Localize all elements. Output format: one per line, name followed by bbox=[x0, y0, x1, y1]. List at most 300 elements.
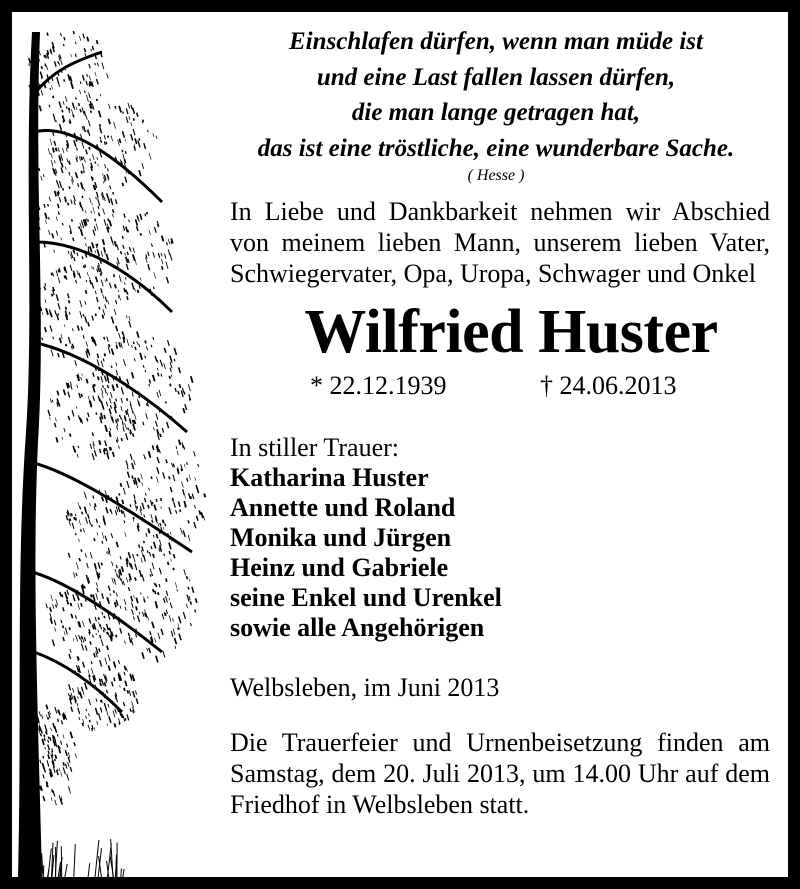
tree-leaf bbox=[80, 417, 82, 422]
tree-leaf bbox=[56, 148, 57, 151]
tree-leaf bbox=[64, 324, 65, 327]
tree-leaf bbox=[55, 423, 56, 427]
tree-leaf bbox=[56, 217, 57, 221]
tree-leaf bbox=[61, 162, 63, 167]
tree-leaf bbox=[139, 479, 140, 483]
tree-leaf bbox=[121, 387, 123, 394]
tree-leaf bbox=[108, 385, 109, 388]
tree-leaf bbox=[124, 521, 125, 524]
tree-leaf bbox=[144, 454, 145, 457]
tree-leaf bbox=[85, 264, 86, 267]
tree-leaf bbox=[121, 251, 122, 254]
tree-leaf bbox=[102, 541, 103, 544]
tree-leaf bbox=[80, 81, 81, 84]
tree-leaf bbox=[80, 311, 82, 318]
tree-leaf bbox=[153, 589, 154, 592]
tree-leaf bbox=[65, 266, 67, 273]
tree-leaf bbox=[179, 442, 180, 444]
tree-leaf bbox=[82, 222, 84, 228]
tree-leaf bbox=[80, 109, 81, 112]
tree-leaf bbox=[81, 394, 82, 397]
tree-leaf bbox=[144, 286, 145, 289]
tree-leaf bbox=[54, 250, 55, 253]
tree-leaf bbox=[54, 141, 56, 146]
tree-leaf bbox=[187, 576, 188, 579]
tree-leaf bbox=[62, 594, 63, 597]
tree-leaf bbox=[154, 227, 156, 233]
tree-leaf bbox=[126, 264, 128, 270]
tree-leaf bbox=[94, 727, 95, 730]
tree-leaf bbox=[104, 135, 105, 139]
tree-leaf bbox=[92, 316, 93, 321]
tree-leaf bbox=[55, 759, 56, 761]
tree-leaf bbox=[72, 410, 74, 416]
tree-leaf bbox=[82, 107, 84, 114]
tree-leaf bbox=[161, 374, 162, 377]
tree-leaf bbox=[174, 359, 175, 362]
tree-leaf bbox=[129, 220, 130, 223]
tree-leaf bbox=[86, 517, 88, 524]
tree-leaf bbox=[53, 114, 54, 118]
tree-leaf bbox=[127, 467, 128, 469]
tree-leaf bbox=[119, 275, 121, 282]
tree-leaf bbox=[61, 168, 63, 174]
tree-leaf bbox=[136, 598, 138, 604]
tree-leaf bbox=[142, 575, 144, 582]
tree-leaf bbox=[97, 249, 99, 256]
tree-leaf bbox=[71, 603, 72, 606]
tree-leaf bbox=[63, 637, 64, 641]
tree-leaf bbox=[155, 591, 156, 595]
tree-leaf bbox=[125, 277, 126, 280]
tree-leaf bbox=[120, 628, 122, 633]
tree-leaf bbox=[63, 121, 64, 123]
tree-leaf bbox=[48, 148, 50, 155]
tree-leaf bbox=[44, 204, 45, 208]
tree-leaf bbox=[132, 476, 133, 479]
tree-leaf bbox=[133, 433, 134, 436]
tree-leaf bbox=[53, 337, 54, 340]
tree-leaf bbox=[67, 600, 68, 605]
tree-leaf bbox=[78, 696, 79, 699]
tree-leaf bbox=[104, 415, 105, 419]
tree-leaf bbox=[137, 341, 138, 344]
tree-leaf bbox=[71, 614, 72, 619]
tree-leaf bbox=[133, 411, 134, 414]
tree-leaf bbox=[134, 420, 135, 423]
tree-leaf bbox=[144, 143, 146, 149]
tree-leaf bbox=[48, 717, 49, 719]
tree-leaf bbox=[106, 709, 108, 716]
tree-leaf bbox=[50, 399, 51, 403]
tree-leaf bbox=[76, 280, 77, 284]
tree-leaf bbox=[128, 587, 129, 591]
tree-leaf bbox=[158, 406, 160, 412]
tree-leaf bbox=[135, 288, 136, 291]
tree-leaf bbox=[155, 601, 157, 608]
tree-leaf bbox=[82, 207, 83, 211]
tree-leaf bbox=[92, 266, 93, 268]
tree-leaf bbox=[107, 552, 108, 554]
tree-leaf bbox=[115, 510, 117, 515]
tree-leaf bbox=[119, 333, 121, 339]
tree-leaf bbox=[121, 438, 122, 441]
tree-leaf bbox=[80, 300, 82, 307]
tree-leaf bbox=[156, 421, 158, 427]
tree-leaf bbox=[82, 512, 83, 515]
tree-leaf bbox=[75, 42, 76, 45]
tree-leaf bbox=[158, 522, 160, 528]
tree-leaf bbox=[71, 82, 73, 89]
tree-leaf bbox=[93, 396, 95, 401]
tree-leaf bbox=[96, 593, 98, 599]
tree-leaf bbox=[123, 488, 125, 495]
tree-leaf bbox=[68, 203, 69, 206]
tree-leaf bbox=[165, 254, 167, 259]
tree-leaf bbox=[123, 245, 124, 249]
tree-leaf bbox=[92, 635, 93, 638]
tree-leaf bbox=[146, 413, 148, 419]
tree-leaf bbox=[104, 703, 106, 710]
tree-leaf bbox=[68, 762, 69, 767]
tree-leaf bbox=[108, 655, 110, 662]
tree-leaf bbox=[161, 507, 162, 509]
tree-leaf bbox=[129, 562, 130, 566]
tree-leaf bbox=[110, 283, 112, 289]
tree-leaf bbox=[63, 607, 64, 611]
tree-leaf bbox=[135, 347, 136, 350]
tree-leaf bbox=[142, 652, 144, 658]
tree-leaf bbox=[92, 203, 93, 205]
tree-leaf bbox=[126, 290, 127, 294]
tree-leaf bbox=[147, 550, 148, 553]
tree-leaf bbox=[204, 494, 205, 498]
tree-leaf bbox=[50, 607, 51, 612]
tree-leaf bbox=[175, 582, 177, 588]
tree-leaf bbox=[170, 254, 172, 261]
tree-leaf bbox=[51, 595, 53, 602]
tree-leaf bbox=[161, 629, 162, 632]
tree-leaf bbox=[143, 365, 144, 368]
tree-leaf bbox=[93, 373, 94, 377]
tree-leaf bbox=[178, 502, 180, 507]
tree-leaf bbox=[93, 267, 94, 270]
tree-leaf bbox=[108, 665, 110, 670]
tree-leaf bbox=[155, 356, 157, 362]
tree-leaf bbox=[118, 507, 120, 512]
tree-leaf bbox=[192, 494, 194, 499]
tree-leaf bbox=[132, 394, 133, 397]
tree-leaf bbox=[134, 358, 135, 361]
tree-leaf bbox=[123, 581, 124, 586]
tree-leaf bbox=[124, 599, 126, 605]
tree-leaf bbox=[58, 61, 59, 64]
tree-leaf bbox=[69, 187, 70, 189]
tree-leaf bbox=[166, 262, 168, 269]
tree-leaf bbox=[116, 362, 117, 366]
tree-leaf bbox=[112, 682, 113, 687]
tree-leaf bbox=[93, 495, 94, 498]
tree-leaf bbox=[124, 672, 125, 675]
tree-leaf bbox=[101, 376, 103, 382]
tree-leaf bbox=[90, 641, 91, 644]
tree-leaf bbox=[44, 55, 45, 57]
tree-leaf bbox=[128, 428, 129, 431]
tree-leaf bbox=[116, 600, 118, 606]
tree-leaf bbox=[58, 303, 60, 309]
tree-leaf bbox=[174, 348, 176, 355]
tree-leaf bbox=[188, 587, 189, 590]
tree-leaf bbox=[46, 308, 48, 315]
tree-leaf bbox=[110, 509, 111, 512]
tree-leaf bbox=[70, 434, 71, 437]
tree-leaf bbox=[97, 354, 98, 359]
tree-leaf bbox=[127, 690, 128, 693]
funeral-notice: Die Trauerfeier und Urnenbeisetzung finden am Samstag, dem 20. Juli 2013, um 14.00 Uhr auf dem Friedhof in Welbsleben statt. bbox=[230, 728, 770, 819]
tree-leaf bbox=[118, 660, 119, 664]
tree-leaf bbox=[52, 640, 54, 647]
tree-leaf bbox=[80, 223, 82, 229]
tree-leaf bbox=[87, 418, 88, 422]
tree-leaf bbox=[192, 587, 194, 593]
tree-leaf bbox=[153, 535, 154, 538]
tree-leaf bbox=[188, 384, 190, 391]
tree-leaf bbox=[114, 613, 115, 616]
tree-leaf bbox=[203, 516, 205, 521]
tree-leaf bbox=[121, 713, 123, 718]
tree-leaf bbox=[54, 620, 56, 626]
tree-leaf bbox=[58, 353, 59, 357]
tree-leaf bbox=[189, 474, 191, 480]
tree-leaf bbox=[94, 538, 95, 541]
tree-leaf bbox=[91, 49, 92, 52]
tree-leaf bbox=[153, 134, 154, 137]
tree-leaf bbox=[91, 110, 92, 113]
tree-leaf bbox=[136, 634, 137, 638]
tree-leaf bbox=[127, 409, 128, 411]
tree-leaf bbox=[98, 263, 99, 267]
tree-leaf bbox=[83, 157, 84, 159]
tree-leaf bbox=[157, 477, 159, 483]
tree-leaf bbox=[70, 265, 72, 271]
tree-leaf bbox=[86, 290, 87, 294]
tree-leaf bbox=[102, 612, 103, 615]
tree-leaf bbox=[134, 494, 135, 498]
tree-leaf bbox=[92, 104, 94, 111]
tree-leaf bbox=[139, 570, 141, 577]
tree-leaf bbox=[123, 511, 125, 517]
tree-leaf bbox=[152, 502, 153, 504]
tree-leaf bbox=[97, 297, 99, 302]
tree-leaf bbox=[126, 227, 128, 233]
tree-leaf bbox=[108, 136, 109, 138]
tree-leaf bbox=[184, 569, 186, 575]
tree-leaf bbox=[82, 163, 84, 170]
tree-leaf bbox=[73, 688, 74, 693]
tree-leaf bbox=[118, 674, 119, 677]
tree-leaf bbox=[46, 66, 47, 70]
tree-leaf bbox=[45, 299, 46, 303]
tree-leaf bbox=[84, 159, 85, 162]
tree-leaf bbox=[106, 507, 108, 513]
tree-leaf bbox=[50, 326, 52, 332]
tree-leaf bbox=[99, 713, 101, 720]
tree-leaf bbox=[75, 615, 76, 619]
tree-leaf bbox=[190, 623, 191, 626]
tree-leaf bbox=[163, 527, 164, 530]
tree-leaf bbox=[120, 483, 121, 487]
tree-leaf bbox=[71, 385, 73, 390]
tree-leaf bbox=[85, 317, 87, 323]
tree-leaf bbox=[120, 606, 121, 609]
tree-leaf bbox=[129, 552, 131, 558]
tree-leaf bbox=[189, 579, 190, 581]
tree-leaf bbox=[105, 628, 106, 631]
tree-leaf bbox=[134, 460, 136, 465]
tree-leaf bbox=[120, 415, 121, 417]
tree-leaf bbox=[105, 441, 107, 447]
tree-leaf bbox=[134, 557, 136, 563]
tree-leaf bbox=[48, 755, 49, 760]
tree-leaf bbox=[160, 523, 161, 526]
tree-leaf bbox=[129, 634, 130, 637]
tree-leaf bbox=[92, 46, 93, 50]
tree-leaf bbox=[102, 679, 104, 686]
tree-leaf bbox=[120, 379, 121, 382]
tree-leaf bbox=[74, 201, 75, 205]
tree-leaf bbox=[85, 683, 87, 690]
tree-leaf bbox=[128, 103, 130, 109]
tree-leaf bbox=[201, 512, 203, 518]
poem bbox=[222, 24, 770, 166]
tree-leaf bbox=[57, 391, 58, 396]
tree-leaf bbox=[86, 709, 87, 712]
tree-leaf bbox=[142, 163, 144, 169]
grass-blade bbox=[123, 869, 124, 877]
deceased-name: Wilfried Huster bbox=[304, 298, 718, 366]
tree-leaf bbox=[36, 763, 37, 765]
tree-leaf bbox=[103, 208, 105, 214]
tree-leaf bbox=[65, 750, 67, 756]
tree-leaf bbox=[53, 735, 54, 738]
tree-leaf bbox=[109, 344, 110, 347]
mourner-name: Monika und Jürgen bbox=[230, 523, 452, 552]
tree-leaf bbox=[125, 253, 126, 256]
tree-leaf bbox=[93, 207, 95, 214]
tree-leaf bbox=[61, 334, 62, 339]
tree-leaf bbox=[130, 504, 131, 507]
tree-leaf bbox=[118, 296, 119, 299]
tree-leaf bbox=[65, 628, 67, 635]
tree-leaf bbox=[133, 424, 135, 431]
tree-leaf bbox=[96, 197, 97, 200]
tree-leaf bbox=[79, 520, 81, 525]
tree-leaf bbox=[116, 635, 117, 638]
tree-leaf bbox=[68, 693, 69, 696]
tree-leaf bbox=[164, 363, 166, 369]
tree-leaf bbox=[89, 619, 91, 624]
tree-leaf bbox=[79, 674, 80, 677]
tree-leaf bbox=[179, 616, 181, 623]
tree-leaf bbox=[76, 407, 77, 409]
tree-leaf bbox=[73, 238, 74, 241]
tree-leaf bbox=[85, 645, 87, 650]
tree-leaf bbox=[81, 603, 82, 607]
tree-leaf bbox=[127, 339, 129, 346]
tree-leaf bbox=[97, 99, 98, 101]
tree-leaf bbox=[168, 340, 170, 346]
tree-leaf bbox=[91, 211, 92, 214]
tree-leaf bbox=[46, 220, 47, 224]
tree-leaf bbox=[101, 251, 103, 257]
tree-leaf bbox=[44, 244, 45, 248]
tree-leaf bbox=[98, 199, 100, 206]
tree-leaf bbox=[83, 662, 85, 668]
tree-leaf bbox=[55, 628, 56, 632]
tree-leaf bbox=[100, 449, 101, 453]
tree-leaf bbox=[163, 520, 164, 524]
tree-leaf bbox=[129, 637, 131, 643]
tree-leaf bbox=[130, 674, 131, 679]
grass-blade bbox=[88, 863, 90, 877]
tree-leaf bbox=[126, 577, 127, 582]
tree-leaf bbox=[43, 756, 44, 758]
tree-leaf bbox=[110, 447, 111, 450]
tree-leaf bbox=[84, 492, 86, 499]
tree-leaf bbox=[63, 734, 64, 738]
tree-leaf bbox=[75, 54, 76, 58]
tree-leaf bbox=[117, 245, 119, 251]
tree-leaf bbox=[107, 393, 108, 396]
tree-leaf bbox=[102, 315, 103, 319]
place-date: Welbsleben, im Juni 2013 bbox=[230, 673, 500, 702]
tree-leaf bbox=[104, 353, 105, 356]
tree-leaf bbox=[155, 638, 156, 643]
tree-leaf bbox=[48, 737, 49, 739]
tree-leaf bbox=[62, 223, 63, 226]
tree-leaf bbox=[131, 105, 132, 109]
tree-leaf bbox=[46, 714, 47, 717]
tree-leaf bbox=[187, 595, 189, 602]
tree-leaf bbox=[43, 796, 45, 801]
tree-leaf bbox=[176, 510, 177, 514]
tree-leaf bbox=[64, 631, 65, 635]
tree-leaf bbox=[51, 728, 52, 732]
tree-leaf bbox=[164, 612, 165, 616]
tree-leaf bbox=[106, 402, 107, 407]
tree-leaf bbox=[156, 499, 157, 502]
tree-leaf bbox=[136, 219, 138, 225]
tree-leaf bbox=[76, 97, 77, 99]
tree-leaf bbox=[89, 147, 90, 150]
tree-leaf bbox=[69, 108, 70, 111]
tree-leaf bbox=[187, 462, 188, 464]
tree-leaf bbox=[153, 375, 155, 381]
tree-leaf bbox=[73, 31, 74, 34]
tree-leaf bbox=[124, 688, 125, 691]
tree-leaf bbox=[131, 134, 133, 140]
tree-leaf bbox=[162, 266, 163, 269]
tree-leaf bbox=[96, 569, 97, 573]
tree-leaf bbox=[59, 404, 60, 407]
tree-leaf bbox=[59, 197, 61, 202]
tree-leaf bbox=[183, 612, 185, 619]
tree-leaf bbox=[114, 678, 115, 682]
tree-leaf bbox=[77, 148, 78, 151]
tree-leaf bbox=[145, 498, 146, 502]
tree-leaf bbox=[50, 88, 51, 90]
tree-leaf bbox=[48, 751, 49, 754]
